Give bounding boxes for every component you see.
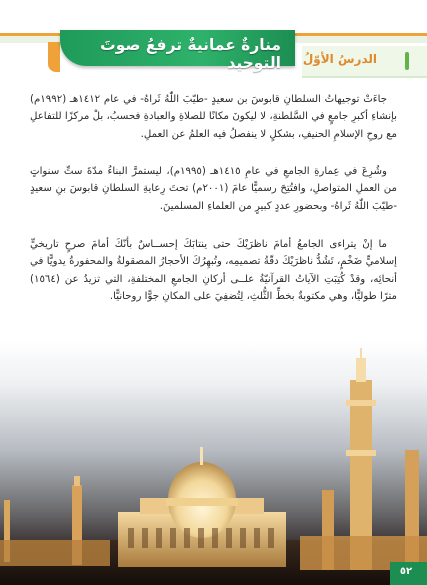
paragraph-text: ما إنْ يتراءى الجامعُ أمامَ ناظرَيْكَ حتى ينتابَكَ إحســاسٌ بأنّكَ أمامَ صرحٍ تاريخيٍّ إسلاميٍّ ضَخْمٍ، تَشُدُّ ناظرَيْكَ دقّةُ تصميمِه، وتُبهِرُكَ الأحجارُ المصقولةُ والمحفورةُ يدويًّا في أنحائِه، وقدْ كُتِبَتِ الآياتُ القرآنيّةُ علــى أركانِ الجامعِ المختلفةِ، التي تزيدُ عن (١٥٦٤) مترًا طوليًّا، وهي مكتوبةٌ بخطِّ الثُّلثِ، لِتُضفِيَ على المكانِ جوًّا روحانيًّا. <box>30 239 397 303</box>
mosque-night-photo <box>0 340 427 585</box>
page-number: ٥٢ <box>399 566 413 577</box>
lesson-marker-bar <box>405 52 409 70</box>
lesson-label: الدرسُ الأوّلُ <box>302 52 377 66</box>
paragraph-2 <box>30 163 397 215</box>
paragraph-text: وشُرِعَ في عِمارةِ الجامعِ في عامِ ١٤١٥هـ (١٩٩٥م)، ليستمرَّ البناءُ مدّةَ ستِّ سنواتٍ من العملِ المتواصلِ، وافتُتِحَ رسميًّا عامَ (٢٠٠١م) تحتَ رِعايةِ السلطانِ قابوسَ بنِ سعيدٍ -طيّبَ اللّٰهُ ثَراهُ- وبحضورِ عددٍ كبيرٍ من العلماءِ المسلمينَ. <box>30 166 397 212</box>
title-banner <box>60 30 295 72</box>
mosque-illustration <box>0 340 427 585</box>
paragraph-3 <box>30 236 397 306</box>
page-title: منارةٌ عمانيةٌ ترفعُ صوتَ التوحيد <box>100 36 281 72</box>
paragraph-1 <box>30 91 397 143</box>
title-accent-tab <box>48 42 60 72</box>
paragraph-text: جاءَتْ توجيهاتُ السلطانِ قابوسَ بن سعيدٍ -طيّبَ اللّٰهُ ثَراهُ- في عام ١٤١٢هـ (١٩٩٢م) بإنشاءِ أكبرِ جامعٍ في السَّلطنةِ، لا ليكونَ مكانًا للصلاةِ والعبادةِ فحسبُ، بلْ مركزًا للتفاعلِ مع روحِ الإسلامِ الحنيفِ، بشكلٍ لا ينفصلُ فيه العلمُ عن العملِ. <box>30 94 397 140</box>
